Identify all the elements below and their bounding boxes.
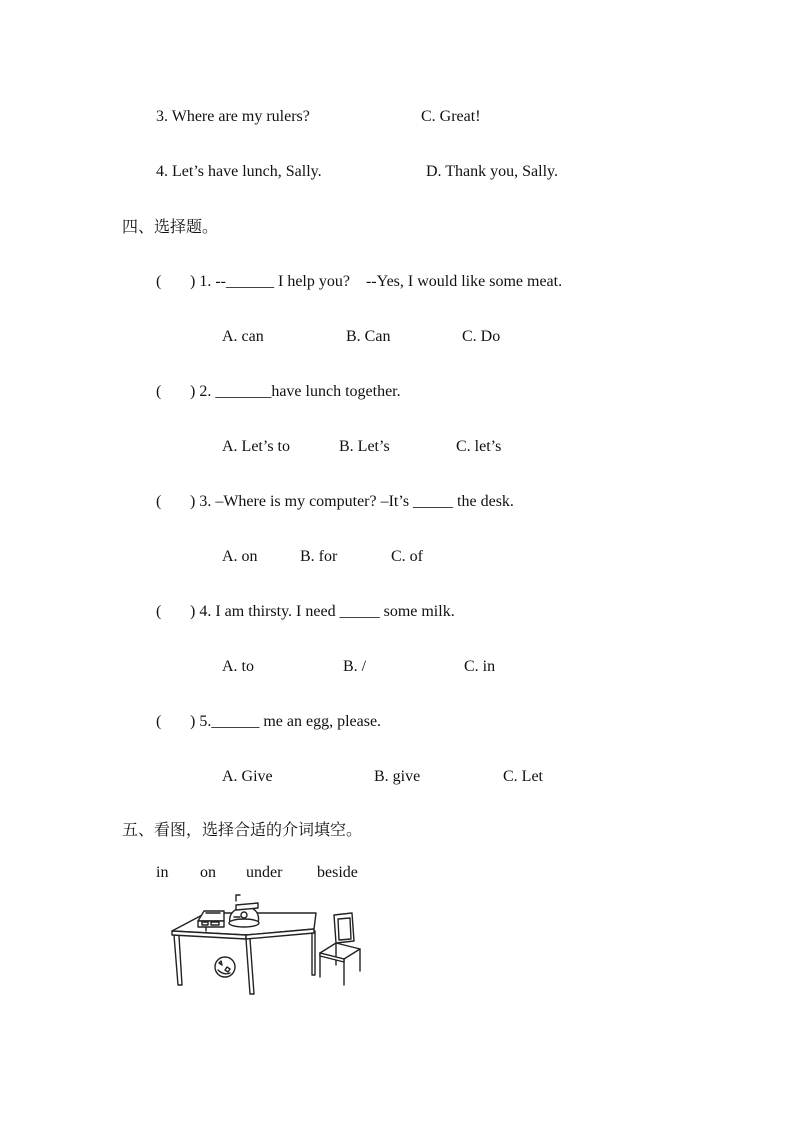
radio-illustration — [198, 911, 224, 927]
option-b: B. Let’s — [339, 438, 390, 455]
answer-paren: ( — [156, 713, 162, 730]
word-under: under — [246, 864, 283, 881]
option-c: C. Do — [462, 328, 501, 345]
option-b: B. Can — [346, 328, 391, 345]
word-beside: beside — [317, 864, 358, 881]
option-c: C. in — [464, 658, 496, 675]
matching-item-3: 3. Where are my rulers? — [156, 108, 310, 125]
telephone-illustration — [229, 895, 259, 927]
section-5-title: 五、看图，选择合适的介词填空。 — [122, 820, 363, 839]
table-scene-illustration — [166, 893, 366, 997]
option-a: A. on — [222, 548, 258, 565]
option-a: A. to — [222, 658, 254, 675]
option-b: B. for — [300, 548, 338, 565]
option-a: A. Give — [222, 768, 273, 785]
ball-illustration — [215, 957, 235, 977]
matching-answer-c: C. Great! — [421, 108, 481, 125]
question-1: ) 1. --______ I help you? --Yes, I would like some meat. — [190, 273, 563, 290]
question-4: ) 4. I am thirsty. I need _____ some milk. — [190, 603, 455, 620]
word-in: in — [156, 864, 169, 881]
chair-illustration — [320, 913, 360, 985]
option-a: A. can — [222, 328, 264, 345]
answer-paren: ( — [156, 603, 162, 620]
matching-answer-d: D. Thank you, Sally. — [426, 163, 558, 180]
matching-item-4: 4. Let’s have lunch, Sally. — [156, 163, 322, 180]
question-2: ) 2. _______have lunch together. — [190, 383, 401, 400]
option-c: C. Let — [503, 768, 543, 785]
section-4-title: 四、选择题。 — [122, 217, 219, 236]
answer-paren: ( — [156, 383, 162, 400]
answer-paren: ( — [156, 493, 162, 510]
option-c: C. of — [391, 548, 423, 565]
option-b: B. give — [374, 768, 421, 785]
answer-paren: ( — [156, 273, 162, 290]
option-a: A. Let’s to — [222, 438, 290, 455]
option-c: C. let’s — [456, 438, 502, 455]
question-3: ) 3. –Where is my computer? –It’s _____ the desk. — [190, 493, 514, 510]
question-5: ) 5.______ me an egg, please. — [190, 713, 382, 730]
option-b: B. / — [343, 658, 367, 675]
word-on: on — [200, 864, 216, 881]
